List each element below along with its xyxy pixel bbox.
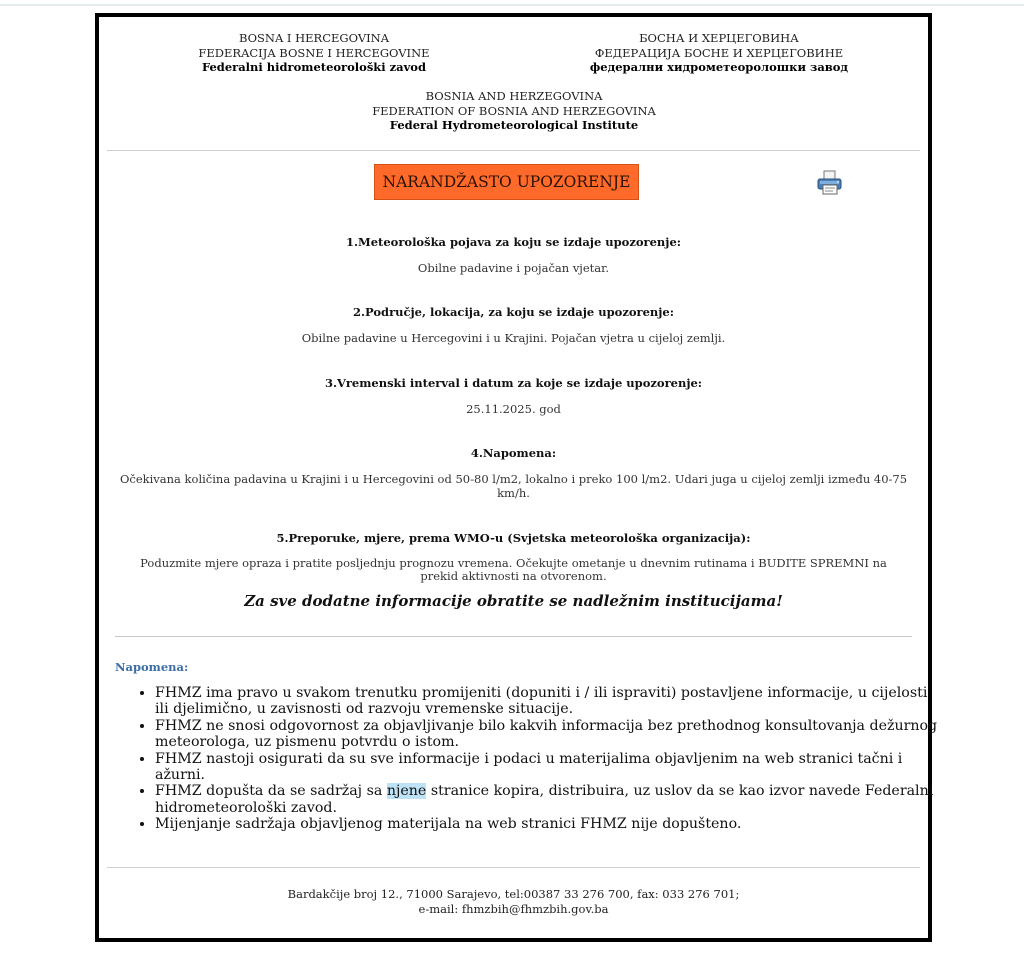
header-english-line2: FEDERATION OF BOSNIA AND HERZEGOVINA (372, 103, 656, 118)
section-3 (107, 376, 920, 416)
header-cyrillic-line1: БОСНА И ХЕРЦЕГОВИНА (639, 31, 799, 45)
header-cyrillic-line2: ФЕДЕРАЦИЈА БОСНЕ И ХЕРЦЕГОВИНЕ (594, 45, 844, 60)
highlighted-word: njene (386, 783, 427, 800)
printer-icon[interactable] (815, 170, 845, 196)
final-note: Za sve dodatne informacije obratite se nadležnim institucijama! (244, 592, 783, 610)
section-2-value: Obilne padavine u Hercegovini i u Krajini. Pojačan vjetra u cijeloj zemlji. (301, 330, 726, 345)
section-5-heading: 5.Preporuke, mjere, prema WMO-u (Svjetska meteorološka organizacija): (276, 531, 751, 545)
list-item: • Mijenjanje sadržaja objavljenog materijala na web stranici FHMZ nije dopušteno. (155, 816, 945, 832)
footer-divider (107, 867, 920, 868)
section-3-value: 25.11.2025. god (466, 401, 561, 416)
section-2-heading: 2.Područje, lokacija, za koju se izdaje upozorenje: (353, 305, 674, 319)
section-4-value: Očekivana količina padavina u Krajini i u Hercegovini od 50-80 l/m2, lokalno i preko 100 l/m2. Udari juga u cijeloj zemlji između 40-75 km/h. (119, 471, 908, 500)
list-item: • FHMZ ima pravo u svakom trenutku promijeniti (dopuniti i / ili ispraviti) postavljene informacije, u cijelosti ili djelimično, u zavisnosti od razvoju vremenske situacije. (155, 685, 945, 718)
header-bosnian (159, 31, 469, 75)
footer (107, 887, 920, 916)
section-5 (107, 531, 920, 583)
disclaimer-list (135, 685, 945, 833)
header-bosnian-line3: Federalni hidrometeorološki zavod (201, 60, 427, 74)
list-item: • FHMZ ne snosi odgovornost za objavljivanje bilo kakvih informacija bez prethodnog konsultovanja dežurnog meteorologa, uz pismenu potvrdu o istom. (155, 718, 945, 751)
list-item (155, 783, 945, 816)
header-cyrillic (569, 31, 869, 75)
footer-email[interactable]: e-mail: fhmzbih@fhmzbih.gov.ba (418, 901, 609, 916)
header-bosnian-line2: FEDERACIJA BOSNE I HERCEGOVINE (198, 45, 430, 60)
warning-level-badge: NARANDŽASTO UPOZORENJE (374, 164, 639, 200)
header-english (309, 89, 719, 133)
header-divider (107, 150, 920, 151)
header-bosnian-line1: BOSNA I HERCEGOVINA (238, 31, 390, 45)
section-3-heading: 3.Vremenski interval i datum za koje se izdaje upozorenje: (324, 376, 703, 390)
list-item-text: stranice kopira, distribuira, uz uslov da se kao izvor navede Federalni hidrometeorološki zavod. (155, 783, 934, 816)
section-1 (107, 235, 920, 275)
header-english-line3: Federal Hydrometeorological Institute (389, 118, 639, 132)
napomena-label: Napomena: (115, 660, 189, 674)
section-1-value: Obilne padavine i pojačan vjetar. (417, 260, 610, 275)
section-5-value: Poduzmite mjere opraza i pratite posljednju prognozu vremena. Očekujte ometanje u dnevnim rutinama i BUDITE SPREMNI na prekid aktivnosti na otvorenom. (140, 555, 887, 583)
document-frame (95, 13, 938, 942)
section-2 (107, 305, 920, 345)
section-4-heading: 4.Napomena: (470, 446, 557, 460)
top-divider (0, 4, 1024, 6)
section-1-heading: 1.Meteorološka pojava za koju se izdaje upozorenje: (345, 235, 682, 249)
header-cyrillic-line3: федерални хидрометеоролошки завод (589, 60, 849, 74)
content-divider (115, 636, 912, 637)
list-item: • FHMZ nastoji osigurati da su sve informacije i podaci u materijalima objavljenim na web stranici tačni i ažurni. (155, 751, 945, 784)
section-4 (107, 446, 920, 501)
list-item-text: FHMZ dopušta da se sadržaj sa (155, 783, 387, 800)
footer-address: Bardakčije broj 12., 71000 Sarajevo, tel:00387 33 276 700, fax: 033 276 701; (287, 887, 740, 901)
header-english-line1: BOSNIA AND HERZEGOVINA (425, 89, 603, 103)
